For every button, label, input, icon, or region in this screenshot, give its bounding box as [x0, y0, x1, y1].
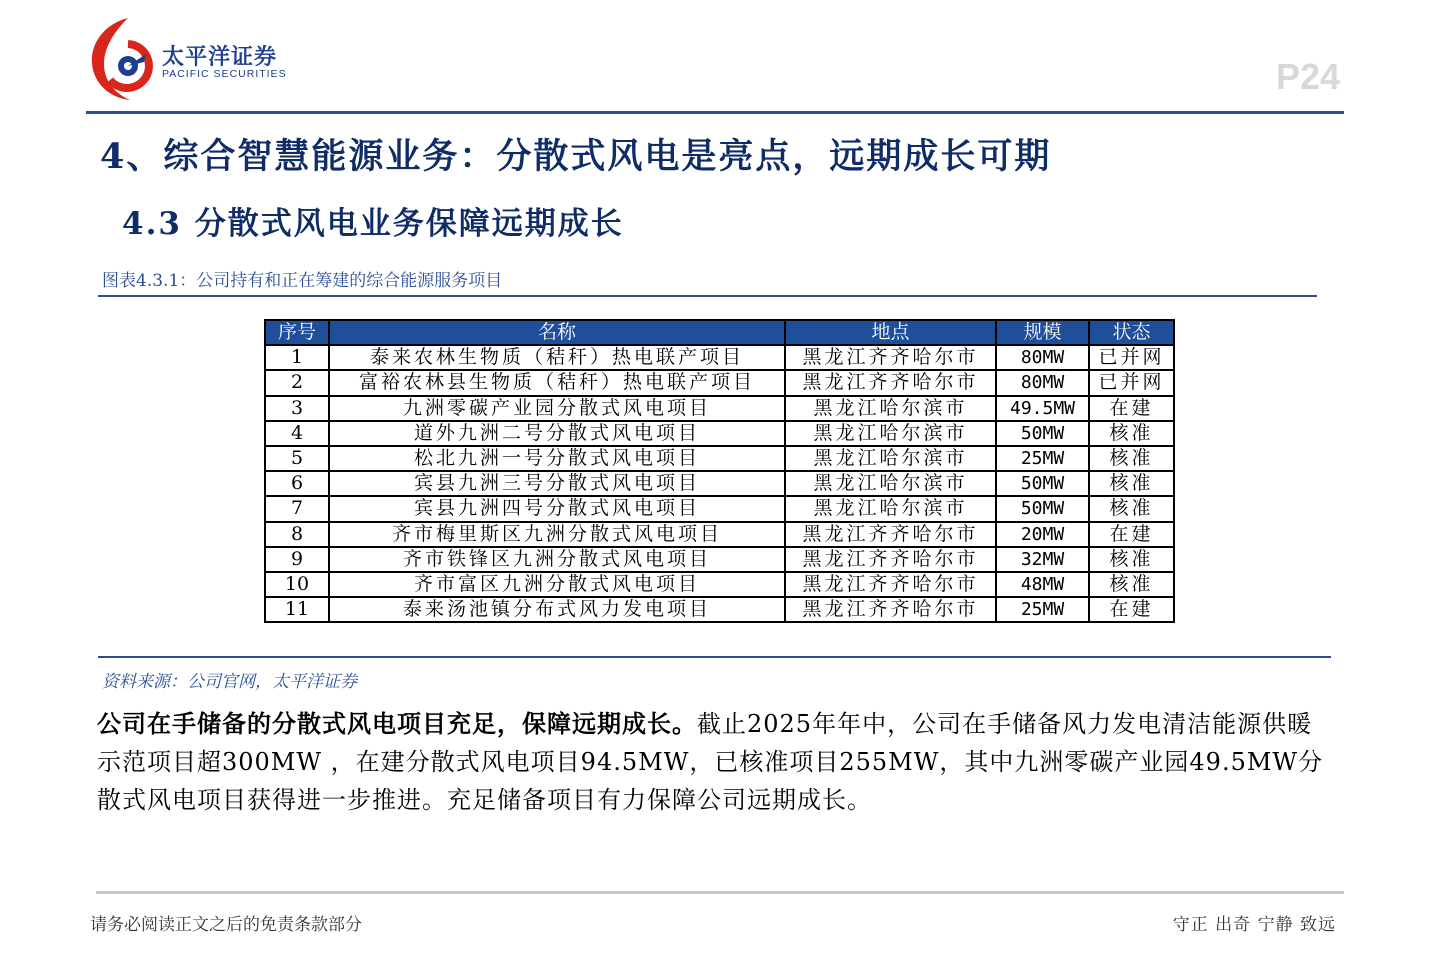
cell-status: 在建 [1089, 597, 1174, 622]
cell-scale: 50MW [996, 496, 1089, 521]
cell-scale: 50MW [996, 421, 1089, 446]
cell-index: 8 [265, 522, 329, 547]
cell-index: 10 [265, 572, 329, 597]
cell-index: 9 [265, 547, 329, 572]
cell-index: 2 [265, 370, 329, 395]
table-row [265, 471, 1174, 496]
table-row [265, 572, 1174, 597]
cell-location: 黑龙江齐齐哈尔市 [785, 522, 996, 547]
cell-name: 松北九洲一号分散式风电项目 [329, 446, 785, 471]
footer-motto: 守正 出奇 宁静 致远 [1172, 915, 1336, 935]
section-title: 4、综合智慧能源业务：分散式风电是亮点，远期成长可期 [100, 136, 1052, 177]
table-row [265, 396, 1174, 421]
col-header-index: 序号 [265, 320, 329, 345]
col-header-scale: 规模 [996, 320, 1089, 345]
cell-scale: 32MW [996, 547, 1089, 572]
cell-name: 九洲零碳产业园分散式风电项目 [329, 396, 785, 421]
cell-location: 黑龙江哈尔滨市 [785, 446, 996, 471]
figure-bottom-rule [98, 656, 1331, 658]
body-paragraph [97, 705, 1327, 819]
cell-name: 宾县九洲三号分散式风电项目 [329, 471, 785, 496]
table-row [265, 547, 1174, 572]
cell-name: 齐市富区九洲分散式风电项目 [329, 572, 785, 597]
cell-status: 核准 [1089, 496, 1174, 521]
cell-index: 5 [265, 446, 329, 471]
logo-chinese-name: 太平洋证券 [162, 45, 278, 70]
cell-status: 核准 [1089, 471, 1174, 496]
footer-divider [96, 891, 1344, 894]
cell-scale: 20MW [996, 522, 1089, 547]
header-divider [86, 111, 1344, 114]
subsection-title: 4.3 分散式风电业务保障远期成长 [122, 206, 624, 242]
cell-location: 黑龙江哈尔滨市 [785, 496, 996, 521]
cell-status: 已并网 [1089, 370, 1174, 395]
figure-caption: 图表4.3.1：公司持有和正在筹建的综合能源服务项目 [102, 271, 503, 291]
footer-disclaimer: 请务必阅读正文之后的免责条款部分 [90, 915, 362, 935]
cell-location: 黑龙江哈尔滨市 [785, 471, 996, 496]
page-number: P24 [1275, 56, 1340, 97]
cell-name: 泰来汤池镇分布式风力发电项目 [329, 597, 785, 622]
cell-location: 黑龙江齐齐哈尔市 [785, 370, 996, 395]
cell-location: 黑龙江哈尔滨市 [785, 396, 996, 421]
col-header-status: 状态 [1089, 320, 1174, 345]
cell-index: 3 [265, 396, 329, 421]
cell-index: 1 [265, 345, 329, 370]
cell-index: 6 [265, 471, 329, 496]
cell-name: 宾县九洲四号分散式风电项目 [329, 496, 785, 521]
table-header-row [265, 320, 1174, 345]
table-row [265, 446, 1174, 471]
col-header-name: 名称 [329, 320, 785, 345]
logo-english-name: PACIFIC SECURITIES [162, 68, 287, 80]
cell-location: 黑龙江哈尔滨市 [785, 421, 996, 446]
cell-index: 11 [265, 597, 329, 622]
cell-scale: 80MW [996, 345, 1089, 370]
cell-scale: 25MW [996, 597, 1089, 622]
cell-scale: 25MW [996, 446, 1089, 471]
cell-status: 在建 [1089, 396, 1174, 421]
figure-source: 资料来源：公司官网，太平洋证券 [102, 672, 357, 692]
table-row [265, 370, 1174, 395]
cell-name: 富裕农林县生物质（秸秆）热电联产项目 [329, 370, 785, 395]
cell-status: 核准 [1089, 572, 1174, 597]
table-row [265, 421, 1174, 446]
cell-status: 已并网 [1089, 345, 1174, 370]
col-header-location: 地点 [785, 320, 996, 345]
pacific-logo-icon [88, 14, 160, 104]
cell-index: 7 [265, 496, 329, 521]
cell-scale: 49.5MW [996, 396, 1089, 421]
cell-scale: 48MW [996, 572, 1089, 597]
cell-status: 核准 [1089, 446, 1174, 471]
cell-location: 黑龙江齐齐哈尔市 [785, 345, 996, 370]
cell-location: 黑龙江齐齐哈尔市 [785, 572, 996, 597]
cell-name: 齐市铁锋区九洲分散式风电项目 [329, 547, 785, 572]
table-body [265, 345, 1174, 622]
projects-table [264, 319, 1175, 623]
cell-status: 在建 [1089, 522, 1174, 547]
table-row [265, 597, 1174, 622]
cell-index: 4 [265, 421, 329, 446]
cell-name: 齐市梅里斯区九洲分散式风电项目 [329, 522, 785, 547]
cell-location: 黑龙江齐齐哈尔市 [785, 597, 996, 622]
body-text: 截止2025年年中，公司在手储备风力发电清洁能源供暖示范项目超300MW ，在建分散式风电项目94.5MW，已核准项目255MW，其中九洲零碳产业园49.5MW分散式风电项目获得进一步推进。充足储备项目有力保障公司远期成长。 [97, 710, 1324, 814]
table-row [265, 345, 1174, 370]
cell-name: 道外九洲二号分散式风电项目 [329, 421, 785, 446]
table-row [265, 496, 1174, 521]
cell-name: 泰来农林生物质（秸秆）热电联产项目 [329, 345, 785, 370]
table-row [265, 522, 1174, 547]
cell-scale: 50MW [996, 471, 1089, 496]
cell-status: 核准 [1089, 547, 1174, 572]
cell-status: 核准 [1089, 421, 1174, 446]
cell-location: 黑龙江齐齐哈尔市 [785, 547, 996, 572]
company-logo [88, 14, 288, 104]
cell-scale: 80MW [996, 370, 1089, 395]
body-lead-bold: 公司在手储备的分散式风电项目充足，保障远期成长。 [97, 709, 697, 738]
figure-top-rule [98, 295, 1317, 297]
